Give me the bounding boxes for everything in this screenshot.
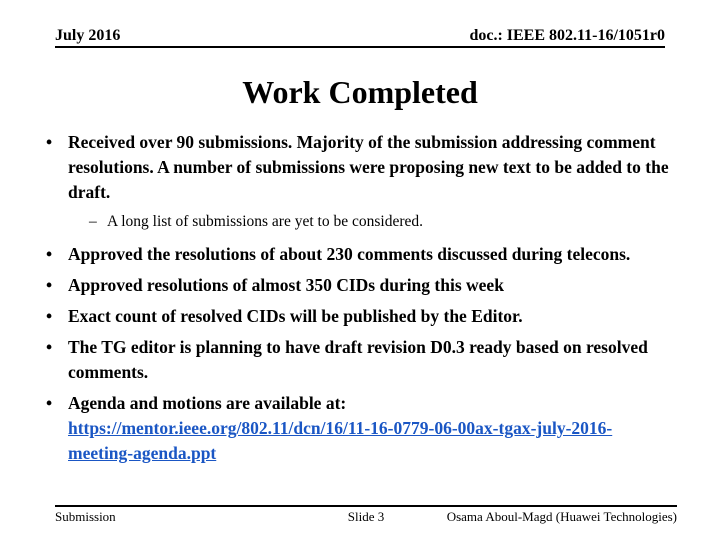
footer-author: Osama Aboul-Magd (Huawei Technologies) xyxy=(446,509,677,524)
bullet-item-draft-revision xyxy=(46,335,670,385)
bullet-item-long-list-pending xyxy=(89,211,670,233)
slide-footer xyxy=(55,505,677,524)
header-date: July 2016 xyxy=(55,27,121,44)
bullet-text: Received over 90 submissions. Majority of the submission addressing comment resolutions. A number of submissions were proposing new text to be added to the draft. xyxy=(68,132,669,202)
agenda-link[interactable]: https://mentor.ieee.org/802.11/dcn/16/11-16-0779-06-00ax-tgax-july-2016-meeting-agenda.ppt xyxy=(68,418,613,463)
bullet-marker: • xyxy=(46,132,53,152)
bullet-item-received-submissions xyxy=(46,130,670,205)
bullet-marker: • xyxy=(46,337,53,357)
bullet-marker: • xyxy=(46,306,53,326)
bullet-marker: • xyxy=(46,244,53,264)
bullet-list xyxy=(46,130,670,472)
bullet-item-exact-count-editor xyxy=(46,304,670,329)
dash-bullet-marker: – xyxy=(89,213,97,230)
bullet-item-approved-telecon-resolutions xyxy=(46,242,670,267)
agenda-label: Agenda and motions are available at: xyxy=(68,393,347,413)
footer-slide-number: Slide 3 xyxy=(347,509,385,524)
bullet-text: Exact count of resolved CIDs will be published by the Editor. xyxy=(68,306,523,326)
bullet-text xyxy=(68,391,670,466)
bullet-text: A long list of submissions are yet to be considered. xyxy=(107,213,423,230)
bullet-item-agenda-motions xyxy=(46,391,670,466)
slide-header xyxy=(55,27,665,48)
header-doc-number: doc.: IEEE 802.11-16/1051r0 xyxy=(469,27,665,44)
bullet-text: Approved the resolutions of about 230 comments discussed during telecons. xyxy=(68,244,631,264)
bullet-text: The TG editor is planning to have draft revision D0.3 ready based on resolved comments. xyxy=(68,337,648,382)
bullet-marker: • xyxy=(46,393,53,413)
bullet-item-approved-cids-week xyxy=(46,273,670,298)
footer-submission-label: Submission xyxy=(55,509,116,524)
slide-title: Work Completed xyxy=(242,74,478,110)
bullet-marker: • xyxy=(46,275,53,295)
bullet-text: Approved resolutions of almost 350 CIDs during this week xyxy=(68,275,504,295)
